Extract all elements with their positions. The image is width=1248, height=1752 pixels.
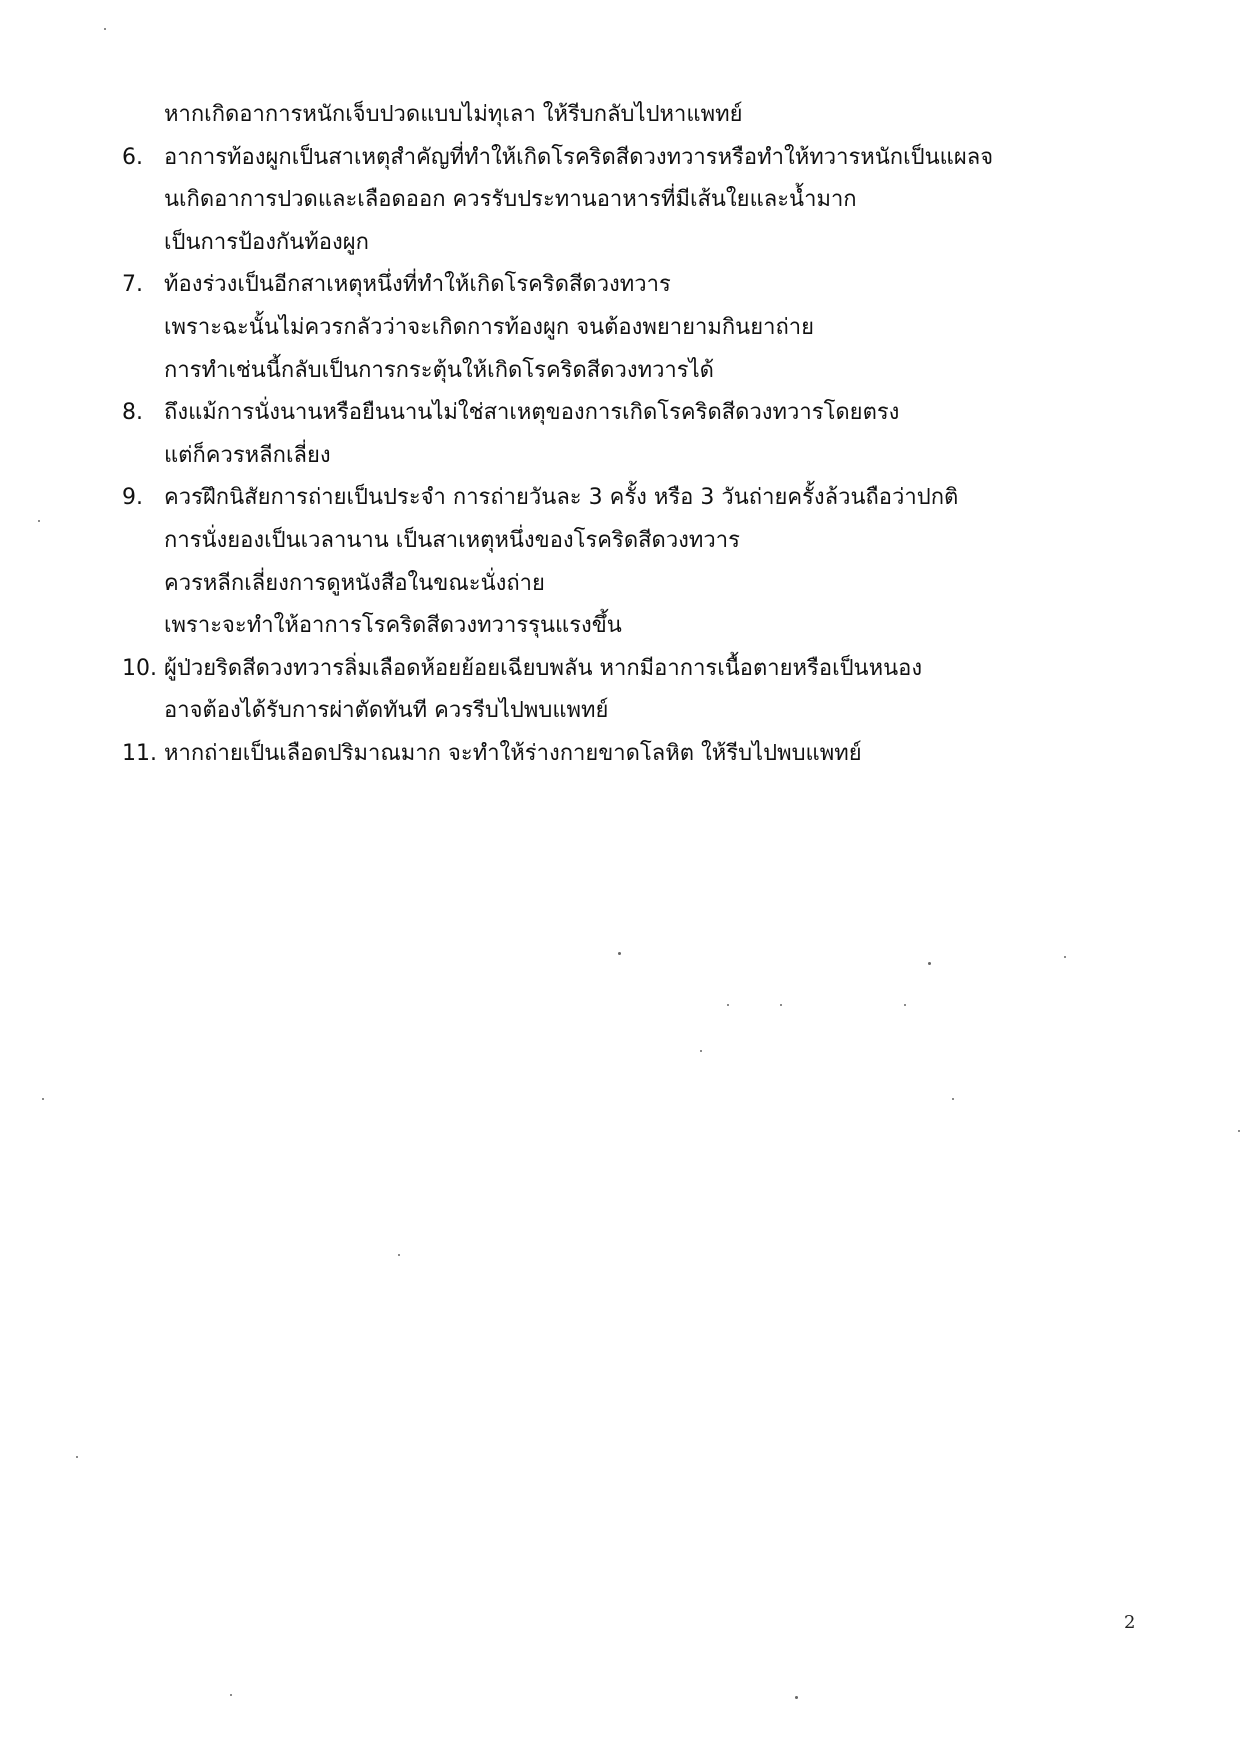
scan-speck: [928, 962, 931, 965]
line-text: เป็นการป้องกันท้องผูก: [164, 229, 369, 255]
text-line: [122, 520, 1132, 563]
text-line: [122, 350, 1132, 393]
scan-speck: [727, 1004, 729, 1006]
text-line: [122, 222, 1132, 265]
scan-speck: [618, 952, 621, 955]
line-text: หากเกิดอาการหนักเจ็บปวดแบบไม่ทุเลา ให้รีบกลับไปหาแพทย์: [164, 102, 743, 127]
line-text: หากถ่ายเป็นเลือดปริมาณมาก จะทำให้ร่างกายขาดโลหิต ให้รีบไปพบแพทย์: [164, 740, 862, 766]
list-number: 10.: [122, 655, 157, 681]
text-line: [122, 179, 1132, 222]
text-line: [122, 477, 1132, 520]
scan-speck: [952, 1098, 954, 1100]
scan-speck: [1238, 1130, 1240, 1132]
scan-speck: [398, 1254, 400, 1256]
text-line: [122, 94, 1132, 137]
text-line: [122, 392, 1132, 435]
line-text: ผู้ป่วยริดสีดวงทวารลิ่มเลือดห้อยย้อยเฉียบพลัน หากมีอาการเนื้อตายหรือเป็นหนอง: [164, 655, 923, 681]
line-text: ถึงแม้การนั่งนานหรือยืนนานไม่ใช่สาเหตุของการเกิดโรคริดสีดวงทวารโดยตรง: [164, 400, 900, 426]
scan-speck: [38, 520, 40, 522]
line-text: ควรหลีกเลี่ยงการดูหนังสือในขณะนั่งถ่าย: [164, 570, 545, 596]
text-line: [122, 435, 1132, 478]
scan-speck: [104, 28, 106, 30]
text-line: [122, 648, 1132, 691]
scan-speck: [700, 1050, 702, 1052]
text-line: [122, 137, 1132, 180]
list-number: 9.: [122, 485, 143, 511]
line-text: การนั่งยองเป็นเวลานาน เป็นสาเหตุหนึ่งของโรคริดสีดวงทวาร: [164, 527, 740, 553]
scan-speck: [76, 1456, 78, 1458]
line-text: ท้องร่วงเป็นอีกสาเหตุหนึ่งที่ทำให้เกิดโรคริดสีดวงทวาร: [164, 272, 671, 298]
list-number: 7.: [122, 272, 143, 298]
list-number: 11.: [122, 740, 157, 766]
list-number: 6.: [122, 144, 143, 170]
text-line: [122, 264, 1132, 307]
text-line: [122, 605, 1132, 648]
line-text: อาการท้องผูกเป็นสาเหตุสำคัญที่ทำให้เกิดโรคริดสีดวงทวารหรือทำให้ทวารหนักเป็นแผลจ: [164, 144, 994, 170]
scan-speck: [780, 1004, 782, 1006]
text-line: [122, 563, 1132, 606]
line-text: นเกิดอาการปวดและเลือดออก ควรรับประทานอาหารที่มีเส้นใยและน้ำมาก: [164, 187, 857, 213]
scan-speck: [42, 1098, 44, 1100]
text-line: [122, 733, 1132, 776]
scan-speck: [904, 1004, 906, 1006]
line-text: แต่ก็ควรหลีกเลี่ยง: [164, 442, 331, 468]
scan-speck: [230, 1694, 232, 1696]
list-number: 8.: [122, 400, 143, 426]
scan-speck: [1064, 956, 1066, 958]
text-line: [122, 690, 1132, 733]
line-text: การทำเช่นนี้กลับเป็นการกระตุ้นให้เกิดโรคริดสีดวงทวารได้: [164, 357, 714, 383]
scan-speck: [795, 1696, 798, 1699]
text-line: [122, 307, 1132, 350]
line-text: อาจต้องได้รับการผ่าตัดทันที ควรรีบไปพบแพทย์: [164, 698, 609, 724]
page-number: 2: [1124, 1612, 1136, 1633]
line-text: เพราะจะทำให้อาการโรคริดสีดวงทวารรุนแรงขึ้น: [164, 613, 622, 639]
document-body: [122, 94, 1132, 776]
line-text: ควรฝึกนิสัยการถ่ายเป็นประจำ การถ่ายวันละ 3 ครั้ง หรือ 3 วันถ่ายครั้งล้วนถือว่าปกติ: [164, 485, 959, 511]
line-text: เพราะฉะนั้นไม่ควรกลัวว่าจะเกิดการท้องผูก จนต้องพยายามกินยาถ่าย: [164, 314, 815, 340]
